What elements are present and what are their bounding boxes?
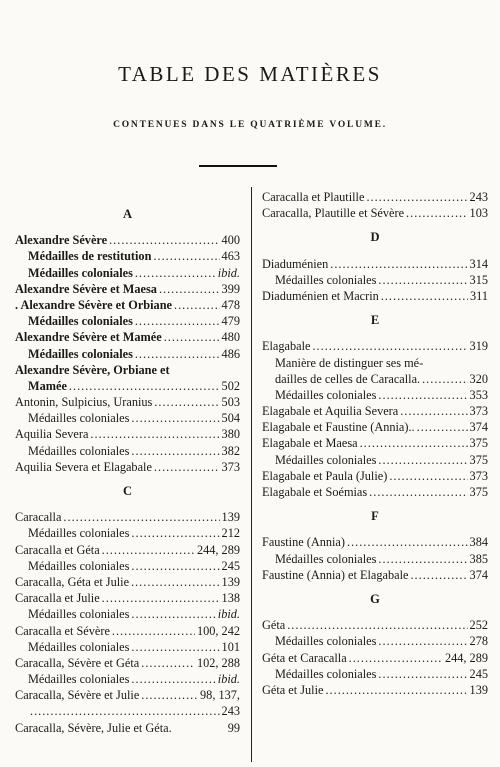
entry-title: Médailles coloniales	[28, 558, 130, 573]
toc-entry[interactable]	[15, 346, 240, 362]
toc-entry[interactable]	[262, 567, 488, 583]
section-heading-g: G	[370, 591, 380, 606]
toc-entry[interactable]	[262, 338, 488, 354]
entry-page: 400	[221, 233, 240, 248]
toc-entry[interactable]	[15, 590, 240, 606]
entry-page: 244, 289	[444, 650, 488, 665]
toc-entry[interactable]	[15, 329, 240, 345]
entry-title: Médailles coloniales	[28, 411, 130, 426]
toc-entry[interactable]	[262, 666, 488, 682]
entry-page: 212	[221, 526, 240, 541]
section-heading-f: F	[371, 509, 379, 524]
entry-title: Elagabale et Faustine (Annia)..	[262, 420, 415, 435]
entry-title: Alexandre Sévère	[15, 233, 108, 248]
entry-title: Elagabale	[262, 339, 311, 354]
entry-title: Géta et Julie	[262, 682, 324, 697]
entry-title: . Alexandre Sévère et Orbiane	[15, 297, 172, 312]
toc-entry[interactable]	[15, 394, 240, 410]
toc-entry[interactable]	[15, 606, 240, 622]
toc-entry[interactable]	[262, 371, 488, 387]
toc-entry[interactable]	[262, 682, 488, 698]
entry-page: 319	[469, 339, 488, 354]
entry-page: 311	[470, 288, 488, 303]
right-column	[262, 189, 488, 698]
section-f-entries	[262, 534, 488, 583]
section-a-entries	[15, 232, 240, 475]
entry-page: 315	[469, 272, 488, 287]
toc-entry[interactable]	[15, 655, 240, 671]
entry-page: 385	[469, 551, 488, 566]
toc-entry[interactable]	[15, 671, 240, 687]
toc-entry[interactable]	[15, 313, 240, 329]
entry-title: Médailles coloniales	[28, 314, 133, 329]
entry-title: Médailles coloniales	[275, 387, 377, 402]
entry-page: 139	[221, 574, 240, 589]
entry-title: Géta	[262, 618, 286, 633]
entry-page: 502	[221, 378, 240, 393]
toc-entry[interactable]	[15, 443, 240, 459]
entry-title: Médailles coloniales	[275, 272, 377, 287]
entry-title: Elagabale et Soémias	[262, 485, 368, 499]
entry-page: 98, 137,	[200, 688, 240, 703]
entry-page: 374	[469, 420, 488, 435]
entry-title: Caracalla et Plautille	[262, 190, 365, 204]
toc-entry[interactable]	[262, 355, 488, 371]
toc-entry[interactable]	[262, 650, 488, 666]
toc-entry[interactable]	[262, 452, 488, 468]
toc-entry[interactable]	[15, 574, 240, 590]
entry-title: Médailles coloniales	[28, 639, 130, 654]
toc-entry[interactable]	[262, 551, 488, 567]
toc-entry[interactable]	[15, 426, 240, 442]
section-d-entries	[262, 256, 488, 305]
toc-entry[interactable]	[262, 419, 488, 435]
toc-entry[interactable]	[15, 639, 240, 655]
entry-title: Elagabale et Aquilia Severa	[262, 404, 399, 419]
entry-page: 480	[221, 330, 240, 345]
entry-page: 479	[221, 314, 240, 329]
entry-page: 138	[221, 591, 240, 606]
section-heading-d: D	[370, 230, 380, 245]
entry-title: Faustine (Annia) et Elagabale	[262, 567, 409, 582]
entry-title: Médailles coloniales	[28, 346, 133, 361]
toc-entry[interactable]	[15, 378, 240, 394]
entry-title: Caracalla et Géta	[15, 542, 100, 557]
toc-entry[interactable]	[15, 248, 240, 264]
toc-entry[interactable]	[15, 281, 240, 297]
entry-page: 244, 289	[196, 542, 240, 557]
section-heading-e: E	[370, 313, 380, 328]
entry-title: Médailles de restitution	[28, 249, 152, 264]
page-title: TABLE DES MATIÈRES	[118, 62, 382, 86]
entry-page: 463	[221, 249, 240, 264]
toc-entry[interactable]	[15, 525, 240, 541]
entry-page: 252	[469, 618, 488, 633]
toc-entry[interactable]	[15, 542, 240, 558]
toc-entry[interactable]	[262, 403, 488, 419]
entry-title: Caracalla, Plautille et Sévère	[262, 206, 405, 221]
column-divider	[251, 187, 252, 762]
toc-entry[interactable]	[262, 484, 488, 500]
entry-title: Médailles coloniales	[275, 666, 377, 681]
entry-title: Alexandre Sévère et Mamée	[15, 330, 162, 345]
entry-title: Géta et Caracalla	[262, 650, 347, 665]
section-g-entries	[262, 617, 488, 698]
entry-page: 375	[469, 452, 488, 467]
entry-page: 245	[221, 558, 240, 573]
toc-entry[interactable]	[15, 459, 240, 475]
title-rule	[199, 165, 277, 167]
entry-page: 375	[469, 485, 488, 499]
section-heading-a: A	[122, 207, 133, 221]
entry-page: 373	[469, 468, 488, 483]
toc-entry[interactable]	[262, 617, 488, 633]
toc-entry[interactable]	[15, 265, 240, 281]
toc-entry[interactable]	[262, 534, 488, 550]
toc-entry[interactable]	[15, 232, 240, 248]
entry-page: 503	[221, 395, 240, 410]
entry-page: 375	[469, 436, 488, 451]
entry-title: Diaduménien	[262, 256, 329, 271]
entry-page: 100, 242	[196, 623, 240, 638]
entry-title: Caracalla et Julie	[15, 591, 100, 606]
entry-title: Médailles coloniales	[28, 607, 130, 622]
entry-title: Caracalla, Sévère et Géta	[15, 655, 140, 670]
toc-entry[interactable]	[262, 633, 488, 649]
entry-page: 99	[227, 720, 240, 735]
entry-title: Médailles coloniales	[28, 526, 130, 541]
entry-title: Alexandre Sévère et Maesa	[15, 281, 157, 296]
toc-entry[interactable]	[262, 205, 488, 221]
entry-page: 101	[221, 639, 240, 654]
entry-title: Manière de distinguer ses mé-	[275, 355, 424, 370]
entry-title: Elagabale et Paula (Julie)	[262, 468, 388, 483]
entry-title: Diaduménien et Macrin	[262, 288, 379, 303]
toc-entry[interactable]	[15, 623, 240, 639]
entry-page: 320	[469, 371, 488, 386]
entry-title: dailles de celles de Caracalla.	[275, 371, 421, 386]
entry-title: Elagabale et Maesa	[262, 436, 358, 451]
toc-entry-continuation	[15, 703, 240, 719]
entry-page: 486	[221, 346, 240, 361]
entry-page: 243	[221, 704, 240, 719]
entry-title: Caracalla, Sévère, Julie et Géta.	[15, 720, 172, 735]
toc-entry[interactable]	[15, 687, 240, 703]
section-c-continued-entries	[262, 189, 488, 221]
entry-title: Mamée	[28, 378, 67, 393]
left-column	[15, 206, 240, 736]
entry-page: 373	[221, 459, 240, 474]
entry-title: Caracalla, Géta et Julie	[15, 574, 130, 589]
toc-entry[interactable]	[15, 720, 240, 736]
section-c-entries	[15, 509, 240, 736]
entry-title: Médailles coloniales	[28, 672, 130, 687]
toc-entry[interactable]	[262, 256, 488, 272]
toc-entry[interactable]	[262, 189, 488, 205]
entry-title: Aquilia Severa et Elagabale	[15, 459, 152, 474]
entry-title: Caracalla, Sévère et Julie	[15, 688, 140, 703]
entry-page: 373	[469, 404, 488, 419]
toc-entry[interactable]	[15, 558, 240, 574]
entry-title: Caracalla	[15, 510, 62, 525]
entry-title: Aquilia Severa	[15, 427, 89, 442]
entry-title: Médailles coloniales	[28, 265, 133, 280]
entry-page: 278	[469, 634, 488, 649]
entry-title: Faustine (Annia)	[262, 535, 345, 550]
page-subtitle: CONTENUES DANS LE QUATRIÈME VOLUME.	[113, 120, 387, 130]
section-e-entries	[262, 338, 488, 500]
toc-entry[interactable]	[262, 288, 488, 304]
entry-page: 353	[469, 387, 488, 402]
entry-page: 478	[221, 297, 240, 312]
entry-page: ibid.	[217, 265, 240, 280]
entry-page: ibid.	[217, 672, 240, 687]
entry-title: Médailles coloniales	[275, 551, 377, 566]
entry-page: 382	[221, 443, 240, 458]
entry-page: 399	[221, 281, 240, 296]
entry-title: Alexandre Sévère, Orbiane et	[15, 362, 170, 377]
toc-entry[interactable]	[262, 387, 488, 403]
entry-page: 374	[469, 567, 488, 582]
entry-page: 504	[221, 411, 240, 426]
toc-entry[interactable]	[262, 272, 488, 288]
entry-page: 245	[469, 666, 488, 681]
toc-entry[interactable]	[15, 297, 240, 313]
toc-entry[interactable]	[15, 410, 240, 426]
section-heading-c: C	[122, 484, 133, 498]
entry-page: 314	[469, 256, 488, 271]
toc-entry[interactable]	[15, 362, 240, 378]
entry-page: ibid.	[217, 607, 240, 622]
toc-entry[interactable]	[262, 468, 488, 484]
entry-page: 139	[221, 510, 240, 525]
entry-title: Médailles coloniales	[275, 452, 377, 467]
toc-entry[interactable]	[15, 509, 240, 525]
toc-entry[interactable]	[262, 435, 488, 451]
entry-title: Médailles coloniales	[275, 634, 377, 649]
entry-page: 384	[469, 535, 488, 550]
entry-page: 103	[469, 206, 488, 221]
entry-title: Médailles coloniales	[28, 443, 130, 458]
entry-title: Antonin, Sulpicius, Uranius	[15, 395, 153, 410]
entry-page: 139	[469, 682, 488, 697]
entry-page: 243	[469, 190, 488, 204]
entry-page: 380	[221, 427, 240, 442]
entry-title: Caracalla et Sévère	[15, 623, 110, 638]
entry-page: 102, 288	[196, 655, 240, 670]
